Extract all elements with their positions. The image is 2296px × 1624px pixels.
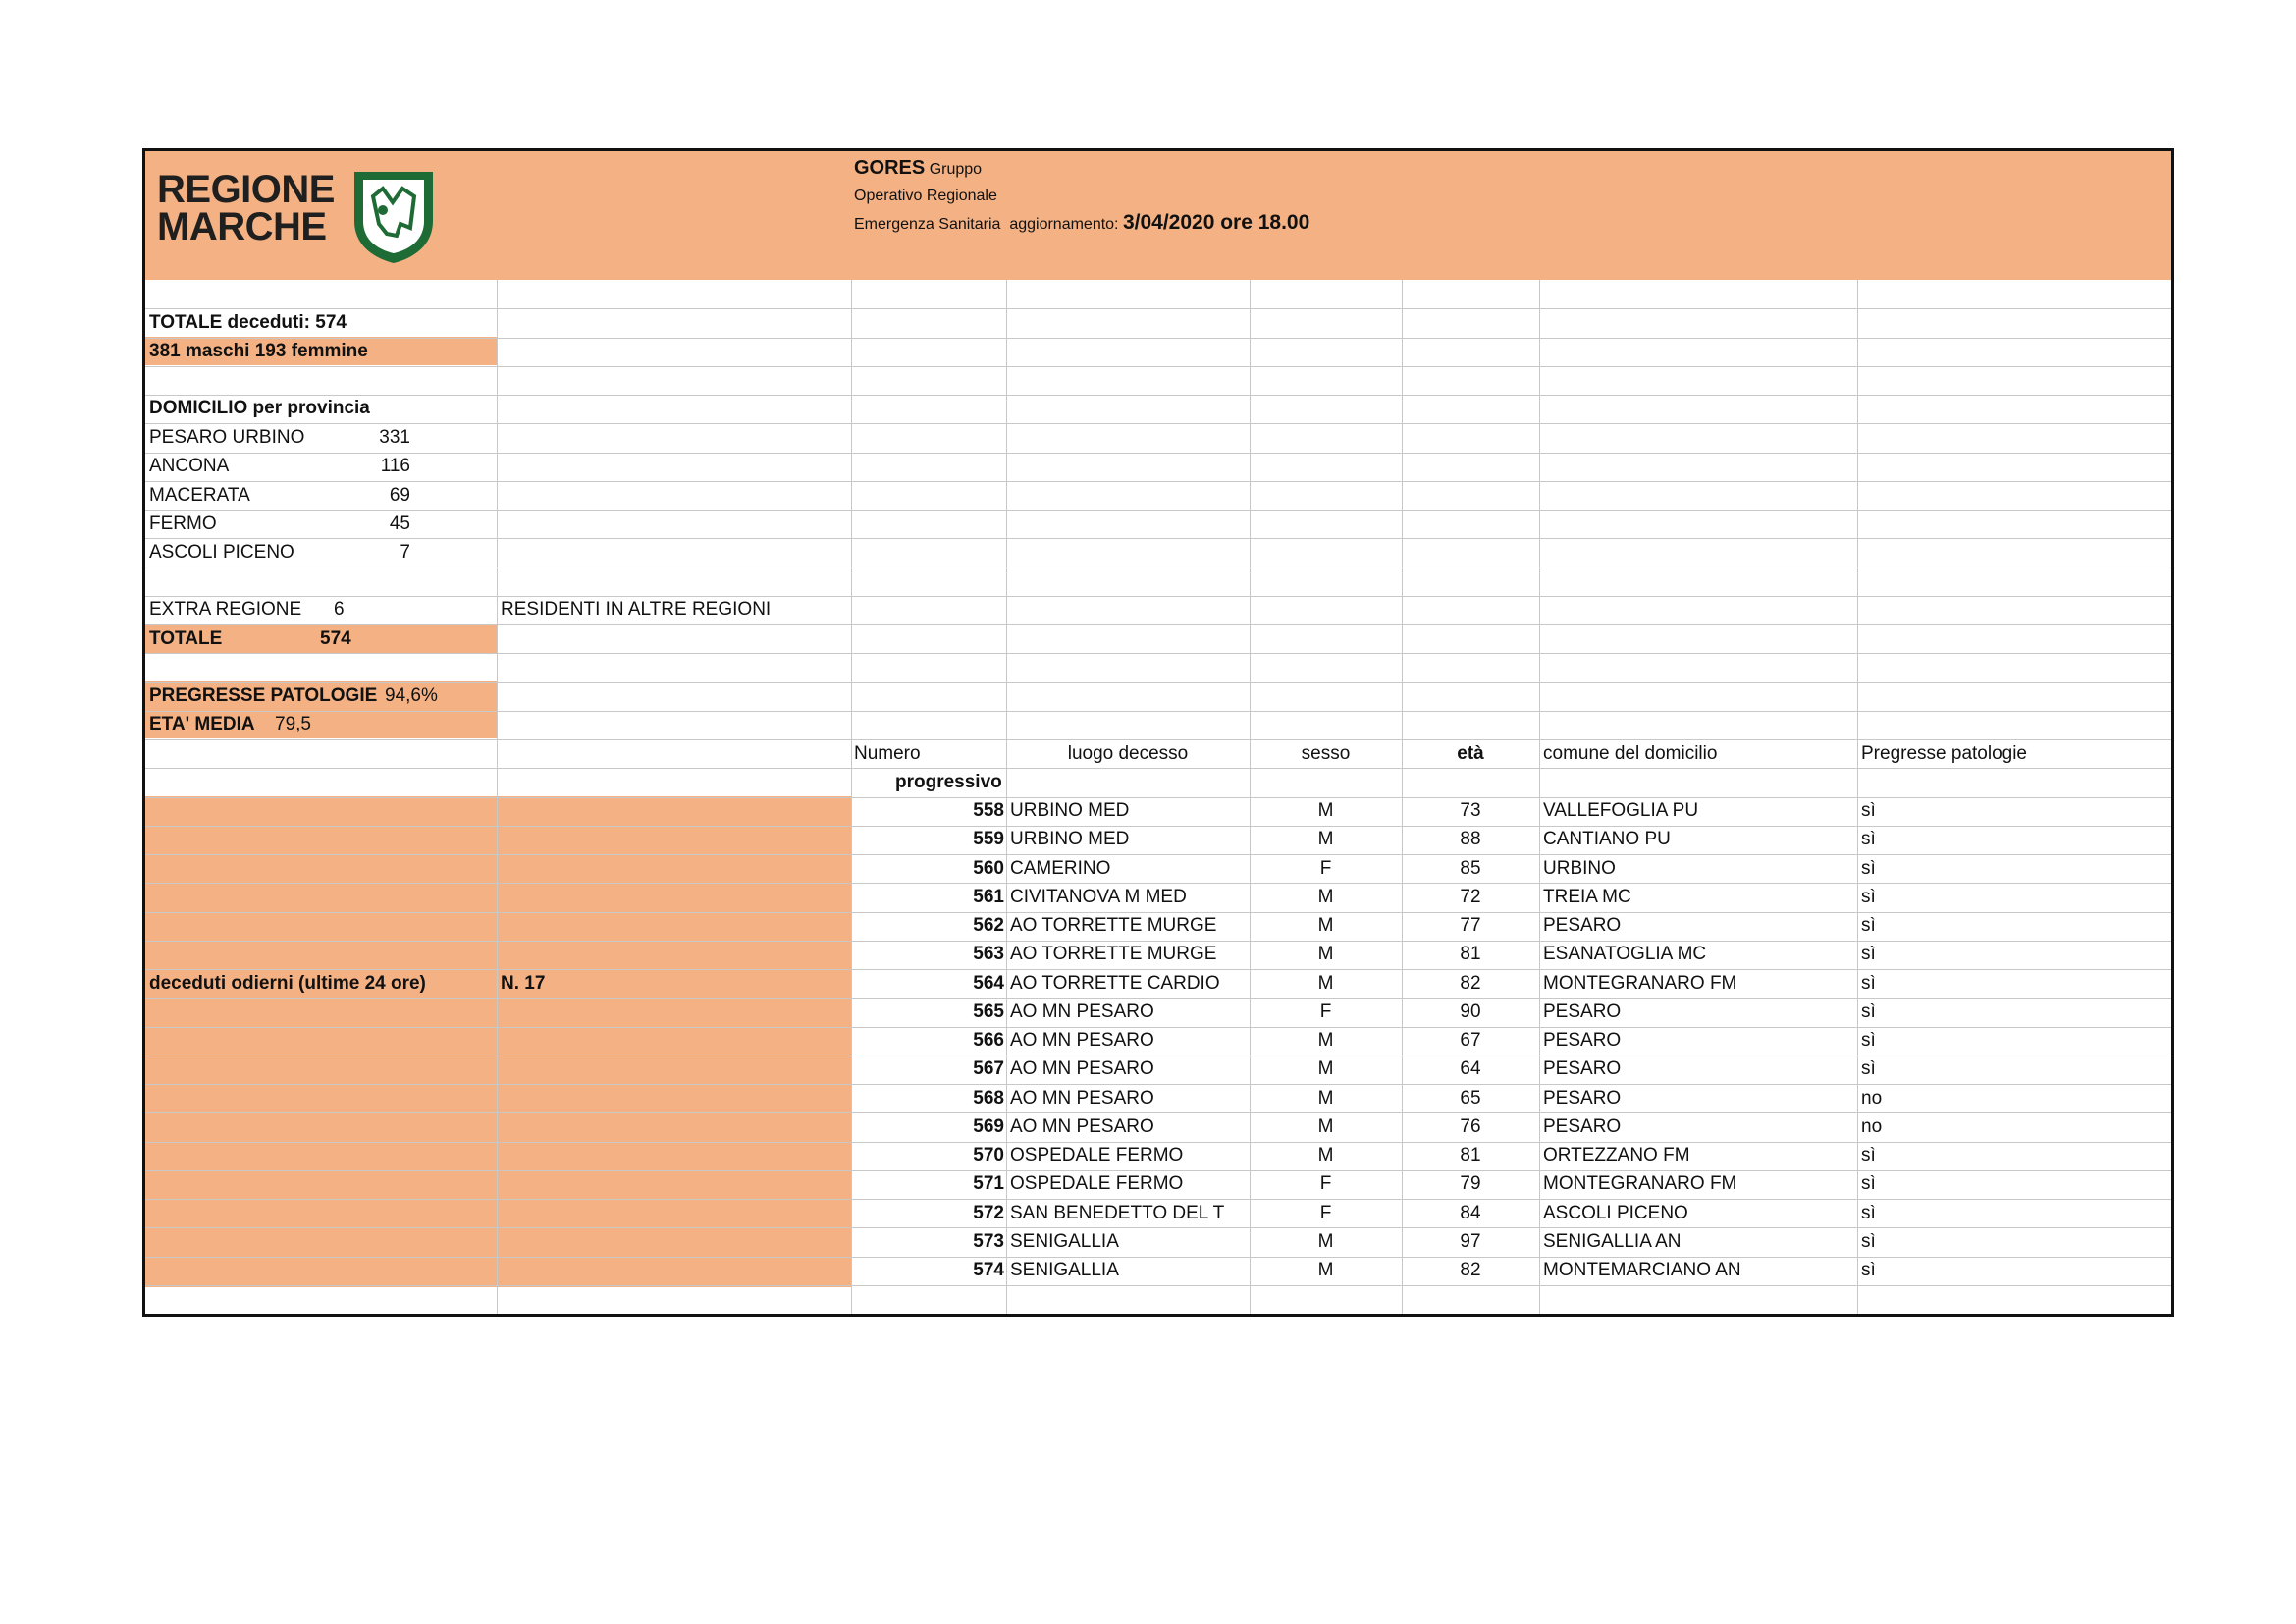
row-sesso: M <box>1317 829 1334 850</box>
row-eta: 81 <box>1460 944 1481 965</box>
row-patologie: no <box>1861 1115 1883 1137</box>
row-eta: 64 <box>1460 1058 1481 1080</box>
grid-hline <box>145 423 2171 424</box>
row-luogo: AO MN PESARO <box>1010 1001 1154 1022</box>
row-luogo: URBINO MED <box>1010 800 1130 821</box>
row-luogo: CAMERINO <box>1010 857 1111 879</box>
grid-hline <box>145 538 2171 539</box>
row-sesso: F <box>1319 857 1332 879</box>
col-progressivo: progressivo <box>895 772 1002 792</box>
row-comune: PESARO <box>1543 1001 1622 1022</box>
row-patologie: sì <box>1861 857 1876 879</box>
org-block: GORES Gruppo Operativo Regionale Emergenza Sanitaria aggiornamento: 3/04/2020 ore 18.00 <box>854 157 1310 234</box>
row-sesso: M <box>1317 1058 1334 1080</box>
extra-regione-value: 6 <box>334 599 345 620</box>
row-patologie: sì <box>1861 972 1876 994</box>
grid-hline <box>145 653 2171 654</box>
row-comune: ESANATOGLIA MC <box>1543 944 1707 965</box>
province-name: MACERATA <box>149 484 250 506</box>
row-eta: 82 <box>1460 1260 1481 1280</box>
row-comune: PESARO <box>1543 915 1622 936</box>
regione-marche-logo <box>153 161 448 269</box>
row-luogo: AO MN PESARO <box>1010 1030 1154 1051</box>
row-comune: PESARO <box>1543 1058 1622 1080</box>
row-eta: 84 <box>1460 1202 1481 1223</box>
row-luogo: OSPEDALE FERMO <box>1010 1173 1184 1195</box>
row-numero: 558 <box>973 800 1004 821</box>
row-numero: 570 <box>973 1145 1004 1165</box>
row-luogo: AO MN PESARO <box>1010 1087 1154 1109</box>
row-luogo: URBINO MED <box>1010 829 1130 850</box>
grid-hline <box>145 768 2171 769</box>
row-sesso: M <box>1317 1260 1334 1280</box>
col-patologie: Pregresse patologie <box>1861 743 2027 764</box>
grid-hline <box>145 624 2171 625</box>
row-comune: PESARO <box>1543 1030 1622 1051</box>
row-comune: ASCOLI PICENO <box>1543 1202 1688 1223</box>
row-eta: 76 <box>1460 1115 1481 1137</box>
odierni-label: deceduti odierni (ultime 24 ore) <box>149 973 426 994</box>
row-luogo: SAN BENEDETTO DEL T <box>1010 1202 1225 1223</box>
sesso-breakdown: 381 maschi 193 femmine <box>149 341 368 361</box>
row-numero: 564 <box>973 972 1004 994</box>
extra-regione-label: EXTRA REGIONE <box>149 599 302 620</box>
row-luogo: AO TORRETTE MURGE <box>1010 944 1217 965</box>
grid-hline <box>145 682 2171 683</box>
row-luogo: SENIGALLIA <box>1010 1230 1119 1252</box>
grid-hline <box>145 510 2171 511</box>
row-patologie: sì <box>1861 915 1876 936</box>
row-comune: MONTEMARCIANO AN <box>1543 1260 1741 1280</box>
province-name: ANCONA <box>149 456 230 477</box>
report-sheet <box>142 148 2174 1317</box>
row-comune: URBINO <box>1543 857 1616 879</box>
report-header <box>145 151 2171 280</box>
row-numero: 568 <box>973 1087 1004 1109</box>
row-numero: 561 <box>973 886 1004 907</box>
patologie-label: PREGRESSE PATOLOGIE <box>149 685 378 706</box>
col-luogo: luogo decesso <box>1067 743 1189 764</box>
row-comune: PESARO <box>1543 1115 1622 1137</box>
row-sesso: M <box>1317 1230 1334 1252</box>
row-luogo: AO TORRETTE CARDIO <box>1010 972 1220 994</box>
row-eta: 82 <box>1460 972 1481 994</box>
row-numero: 572 <box>973 1202 1004 1223</box>
row-patologie: sì <box>1861 1145 1876 1165</box>
row-eta: 97 <box>1460 1230 1481 1252</box>
patologie-value: 94,6% <box>385 685 438 706</box>
col-comune: comune del domicilio <box>1543 743 1718 764</box>
row-numero: 562 <box>973 915 1004 936</box>
totale-label: TOTALE <box>149 628 223 649</box>
row-eta: 88 <box>1460 829 1481 850</box>
row-sesso: M <box>1317 972 1334 994</box>
row-patologie: sì <box>1861 944 1876 965</box>
grid-hline <box>145 1285 2171 1286</box>
row-patologie: sì <box>1861 1001 1876 1022</box>
row-sesso: F <box>1319 1173 1332 1195</box>
province-name: ASCOLI PICENO <box>149 542 294 563</box>
row-luogo: AO MN PESARO <box>1010 1115 1154 1137</box>
row-eta: 79 <box>1460 1173 1481 1195</box>
totale-deceduti: TOTALE deceduti: 574 <box>149 312 347 333</box>
province-name: PESARO URBINO <box>149 427 305 448</box>
col-numero: Numero <box>854 743 921 764</box>
row-luogo: AO TORRETTE MURGE <box>1010 915 1217 936</box>
province-value: 331 <box>379 427 410 448</box>
grid-hline <box>145 366 2171 367</box>
row-comune: PESARO <box>1543 1087 1622 1109</box>
row-comune: TREIA MC <box>1543 886 1631 907</box>
row-comune: SENIGALLIA AN <box>1543 1230 1682 1252</box>
row-luogo: CIVITANOVA M MED <box>1010 886 1187 907</box>
row-eta: 73 <box>1460 800 1481 821</box>
row-sesso: M <box>1317 800 1334 821</box>
row-patologie: sì <box>1861 1173 1876 1195</box>
row-eta: 65 <box>1460 1087 1481 1109</box>
totale-value: 574 <box>320 628 351 649</box>
row-numero: 573 <box>973 1230 1004 1252</box>
row-sesso: M <box>1317 1115 1334 1137</box>
row-numero: 566 <box>973 1030 1004 1051</box>
row-sesso: M <box>1317 886 1334 907</box>
row-luogo: SENIGALLIA <box>1010 1260 1119 1280</box>
row-sesso: M <box>1317 944 1334 965</box>
row-patologie: sì <box>1861 829 1876 850</box>
row-sesso: M <box>1317 1030 1334 1051</box>
row-patologie: no <box>1861 1087 1883 1109</box>
grid-hline <box>145 596 2171 597</box>
grid-hline <box>145 453 2171 454</box>
province-name: FERMO <box>149 513 217 534</box>
row-numero: 567 <box>973 1058 1004 1080</box>
province-value: 116 <box>380 456 410 477</box>
row-sesso: M <box>1317 1087 1334 1109</box>
row-eta: 90 <box>1460 1001 1481 1022</box>
eta-label: ETA' MEDIA <box>149 714 255 734</box>
row-sesso: M <box>1317 1145 1334 1165</box>
row-comune: ORTEZZANO FM <box>1543 1145 1690 1165</box>
grid-hline <box>145 395 2171 396</box>
province-value: 7 <box>400 542 410 563</box>
domicilio-title: DOMICILIO per provincia <box>149 398 370 418</box>
row-patologie: sì <box>1861 1230 1876 1252</box>
grid-hline <box>145 308 2171 309</box>
row-sesso: M <box>1317 915 1334 936</box>
row-patologie: sì <box>1861 1058 1876 1080</box>
row-comune: MONTEGRANARO FM <box>1543 1173 1737 1195</box>
row-numero: 574 <box>973 1260 1004 1280</box>
row-numero: 563 <box>973 944 1004 965</box>
row-patologie: sì <box>1861 1030 1876 1051</box>
row-numero: 571 <box>973 1173 1004 1195</box>
row-comune: CANTIANO PU <box>1543 829 1671 850</box>
odierni-fill <box>145 796 851 1287</box>
grid-hline <box>145 481 2171 482</box>
row-luogo: AO MN PESARO <box>1010 1058 1154 1080</box>
row-patologie: sì <box>1861 1260 1876 1280</box>
eta-value: 79,5 <box>275 714 311 734</box>
row-comune: MONTEGRANARO FM <box>1543 972 1737 994</box>
grid-hline <box>145 711 2171 712</box>
row-patologie: sì <box>1861 886 1876 907</box>
row-numero: 560 <box>973 857 1004 879</box>
extra-regione-note: RESIDENTI IN ALTRE REGIONI <box>501 599 772 620</box>
grid-hline <box>145 338 2171 339</box>
row-eta: 72 <box>1460 886 1481 907</box>
province-value: 45 <box>389 513 410 534</box>
odierni-value: N. 17 <box>501 973 546 994</box>
row-patologie: sì <box>1861 1202 1876 1223</box>
row-eta: 85 <box>1460 857 1481 879</box>
province-value: 69 <box>389 484 410 506</box>
row-eta: 81 <box>1460 1145 1481 1165</box>
shield-icon <box>349 167 438 265</box>
row-luogo: OSPEDALE FERMO <box>1010 1145 1184 1165</box>
row-numero: 569 <box>973 1115 1004 1137</box>
row-numero: 559 <box>973 829 1004 850</box>
row-eta: 77 <box>1460 915 1481 936</box>
update-timestamp: 3/04/2020 ore 18.00 <box>1122 211 1310 234</box>
row-numero: 565 <box>973 1001 1004 1022</box>
logo-text: REGIONE MARCHE <box>157 168 335 248</box>
row-comune: VALLEFOGLIA PU <box>1543 800 1699 821</box>
row-sesso: F <box>1319 1202 1332 1223</box>
col-sesso: sesso <box>1301 743 1351 764</box>
row-patologie: sì <box>1861 800 1876 821</box>
row-sesso: F <box>1319 1001 1332 1022</box>
col-eta: età <box>1457 743 1484 764</box>
row-eta: 67 <box>1460 1030 1481 1051</box>
